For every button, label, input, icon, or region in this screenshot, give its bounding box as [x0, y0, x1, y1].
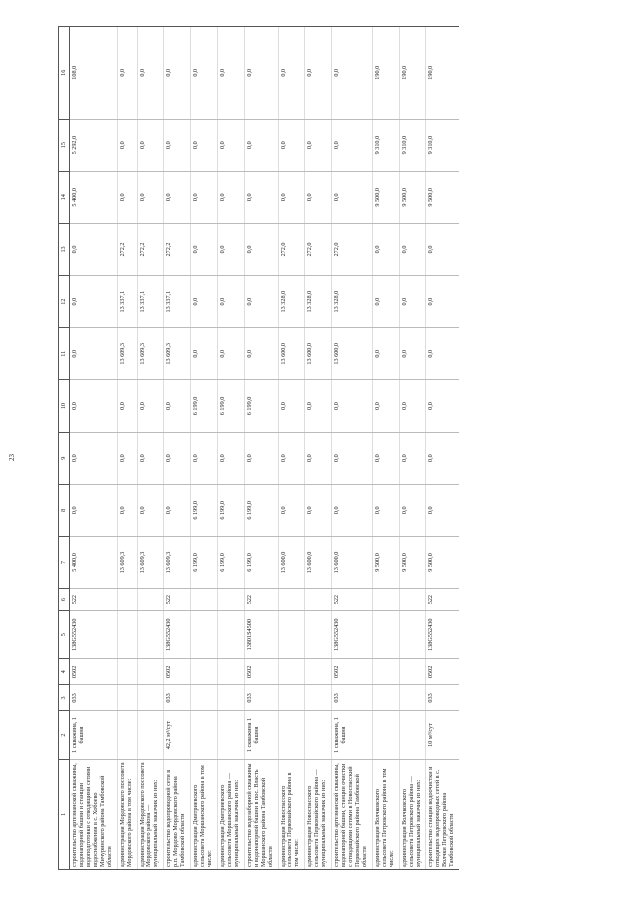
- table-cell: 0,0: [305, 27, 332, 120]
- table-cell: 0,0: [137, 380, 164, 432]
- table-cell: [191, 659, 218, 685]
- table-cell: 0,0: [70, 484, 118, 536]
- table-cell: 0,0: [244, 27, 278, 120]
- table-cell: 138G552430: [164, 611, 191, 659]
- table-cell: 0,0: [117, 432, 137, 484]
- table-row: [164, 27, 191, 870]
- table-cell: 0,0: [244, 119, 278, 171]
- column-header: 11: [59, 328, 70, 380]
- table-cell: 0,0: [164, 380, 191, 432]
- table-cell: 0,0: [70, 328, 118, 380]
- table-row: [372, 27, 399, 870]
- table-cell: 13 337,1: [137, 276, 164, 328]
- table-cell: 0,0: [426, 276, 459, 328]
- table-cell: 13 328,0: [332, 276, 373, 328]
- table-cell: 0,0: [217, 119, 244, 171]
- table-row: [399, 27, 426, 870]
- table-cell: [305, 659, 332, 685]
- table-cell: 6 199,0: [217, 380, 244, 432]
- table-cell: администрация Мордовского поссовета Мордовского района в том числе:: [117, 759, 137, 869]
- table-cell: 9 500,0: [426, 171, 459, 223]
- table-cell: 0,0: [70, 432, 118, 484]
- table-cell: 9 310,0: [372, 119, 399, 171]
- table-cell: [278, 611, 305, 659]
- column-header: 7: [59, 536, 70, 588]
- column-header: 13: [59, 223, 70, 275]
- table-cell: 033: [244, 685, 278, 711]
- table-cell: 0,0: [332, 119, 373, 171]
- column-header: 4: [59, 659, 70, 685]
- table-cell: 0,0: [191, 276, 218, 328]
- table-cell: [305, 611, 332, 659]
- table-cell: 6 199,0: [191, 380, 218, 432]
- table-cell: 13 328,0: [278, 276, 305, 328]
- table-cell: [137, 589, 164, 611]
- table-cell: 0,0: [372, 432, 399, 484]
- table-cell: 13801S4500: [244, 611, 278, 659]
- table-cell: 0,0: [244, 432, 278, 484]
- table-cell: 0,0: [399, 380, 426, 432]
- table-row: [305, 27, 332, 870]
- table-cell: 0,0: [426, 432, 459, 484]
- table-cell: 6 199,0: [244, 484, 278, 536]
- table-cell: 522: [244, 589, 278, 611]
- table-cell: 13 600,0: [278, 328, 305, 380]
- table-cell: 0,0: [191, 432, 218, 484]
- table-cell: администрация Дмитриевского сельсовета Моршанского района в том числе:: [191, 759, 218, 869]
- table-cell: 13 328,0: [305, 276, 332, 328]
- table-cell: [278, 659, 305, 685]
- table-cell: 0,0: [191, 223, 218, 275]
- table-cell: администрация Мордовского поссовета Мордовского района — муниципальный заказчик из них:: [137, 759, 164, 869]
- table-cell: 0,0: [278, 484, 305, 536]
- table-cell: 0,0: [191, 171, 218, 223]
- table-cell: 272,2: [164, 223, 191, 275]
- table-row: [137, 27, 164, 870]
- table-cell: [191, 589, 218, 611]
- column-header: 15: [59, 119, 70, 171]
- table-cell: 522: [164, 589, 191, 611]
- table-cell: 0,0: [332, 171, 373, 223]
- table-cell: 0,0: [305, 119, 332, 171]
- table-cell: 0,0: [137, 171, 164, 223]
- table-cell: 13 609,3: [164, 536, 191, 588]
- table-cell: 0,0: [278, 432, 305, 484]
- table-cell: 13 609,3: [137, 536, 164, 588]
- table-cell: 5 292,0: [70, 119, 118, 171]
- table-cell: 0,0: [70, 276, 118, 328]
- table-cell: 13 600,0: [332, 328, 373, 380]
- table-cell: [191, 611, 218, 659]
- table-cell: 0,0: [426, 484, 459, 536]
- table-cell: [191, 711, 218, 759]
- table-cell: 13 609,3: [117, 328, 137, 380]
- table-row: [426, 27, 459, 870]
- table-cell: [372, 611, 399, 659]
- table-cell: 0,0: [191, 328, 218, 380]
- table-cell: 9 500,0: [399, 536, 426, 588]
- table-cell: 0,0: [332, 484, 373, 536]
- table-cell: строительство станции водоочистки и отводящих водопроводных сетей в с. Волчки Петровского района Тамбовской области: [426, 759, 459, 869]
- table-cell: 0,0: [137, 432, 164, 484]
- table-cell: [117, 589, 137, 611]
- table-cell: 0,0: [278, 27, 305, 120]
- table-cell: [117, 611, 137, 659]
- table-cell: 6 199,0: [244, 380, 278, 432]
- table-row: [191, 27, 218, 870]
- table-cell: 108,0: [70, 27, 118, 120]
- table-cell: 0,0: [137, 27, 164, 120]
- table-cell: [117, 659, 137, 685]
- table-cell: 1 скважина, 1 башня: [332, 711, 373, 759]
- column-header: 3: [59, 685, 70, 711]
- table-cell: 0,0: [372, 380, 399, 432]
- table-cell: 033: [164, 685, 191, 711]
- table-cell: [399, 711, 426, 759]
- table-cell: 0,0: [244, 171, 278, 223]
- table-cell: 272,0: [278, 223, 305, 275]
- table-cell: [137, 685, 164, 711]
- table-cell: администрация Новоспасского сельсовета Первомайского района в том числе:: [278, 759, 305, 869]
- table-row: [244, 27, 278, 870]
- table-row: [117, 27, 137, 870]
- table-cell: 13 609,3: [164, 328, 191, 380]
- table-cell: 9 500,0: [399, 171, 426, 223]
- table-cell: 0,0: [217, 27, 244, 120]
- table-cell: [217, 685, 244, 711]
- table-cell: 522: [426, 589, 459, 611]
- table-cell: 13 600,0: [305, 328, 332, 380]
- table-cell: 0,0: [117, 484, 137, 536]
- table-cell: 0,0: [399, 484, 426, 536]
- table-cell: [399, 589, 426, 611]
- table-cell: 522: [332, 589, 373, 611]
- table-cell: 0,0: [426, 380, 459, 432]
- column-header: 16: [59, 27, 70, 120]
- table-cell: 13 609,3: [117, 536, 137, 588]
- table-cell: 272,0: [305, 223, 332, 275]
- table-row: [278, 27, 305, 870]
- table-cell: 9 310,0: [426, 119, 459, 171]
- table-cell: 0,0: [278, 119, 305, 171]
- table-cell: [117, 711, 137, 759]
- table-cell: 0,0: [278, 171, 305, 223]
- table-cell: 0,0: [217, 432, 244, 484]
- column-header: 6: [59, 589, 70, 611]
- table-cell: 272,2: [117, 223, 137, 275]
- table-cell: [372, 589, 399, 611]
- table-cell: 0502: [426, 659, 459, 685]
- table-cell: 0502: [70, 659, 118, 685]
- table-cell: 0,0: [117, 119, 137, 171]
- table-cell: 1 скважина 1 башня: [244, 711, 278, 759]
- table-cell: [278, 685, 305, 711]
- table-cell: администрация Волчковского сельсовета Петровского района в том числе:: [372, 759, 399, 869]
- header-row: [59, 27, 70, 870]
- table-cell: [305, 589, 332, 611]
- table-cell: 272,2: [137, 223, 164, 275]
- table-cell: администрация Волчковского сельсовета Петровского района — муниципальный заказчик из них:: [399, 759, 426, 869]
- table-cell: 0,0: [117, 27, 137, 120]
- table-cell: 13 609,3: [137, 328, 164, 380]
- table-body: [70, 27, 460, 870]
- table-cell: [191, 685, 218, 711]
- table-cell: 1 скважина, 1 башня: [70, 711, 118, 759]
- table-cell: 0,0: [137, 484, 164, 536]
- column-header: 8: [59, 484, 70, 536]
- table-cell: [117, 685, 137, 711]
- table-cell: 272,0: [332, 223, 373, 275]
- table-cell: 0,0: [191, 119, 218, 171]
- table-cell: 0,0: [217, 328, 244, 380]
- table-cell: 5 400,0: [70, 536, 118, 588]
- table-cell: [305, 685, 332, 711]
- table-cell: [137, 659, 164, 685]
- table-cell: 522: [70, 589, 118, 611]
- column-header: 2: [59, 711, 70, 759]
- table-cell: 0,0: [332, 432, 373, 484]
- table-cell: 0502: [244, 659, 278, 685]
- table-cell: администрация Дмитриевского сельсовета Моршанского района — муниципальный заказчик из них:: [217, 759, 244, 869]
- table-cell: 0,0: [305, 171, 332, 223]
- table-cell: 0,0: [117, 380, 137, 432]
- column-header: 12: [59, 276, 70, 328]
- table-cell: 0,0: [244, 328, 278, 380]
- table-cell: [217, 589, 244, 611]
- table-cell: 6 199,0: [217, 484, 244, 536]
- table-cell: 0,0: [372, 223, 399, 275]
- table-cell: строительство водозаборной скважины и водонапорной башни в пос. Власть Моршанского района Тамбовской области: [244, 759, 278, 869]
- table-cell: 033: [70, 685, 118, 711]
- table-cell: [217, 659, 244, 685]
- table-cell: 0,0: [372, 484, 399, 536]
- table-cell: 6 199,0: [217, 536, 244, 588]
- table-cell: 0502: [332, 659, 373, 685]
- table-row: [332, 27, 373, 870]
- table-cell: 033: [426, 685, 459, 711]
- table-cell: 5 400,0: [70, 171, 118, 223]
- table-cell: 0,0: [164, 27, 191, 120]
- table-cell: строительство артезианской скважины, водонапорной башни и станции водоподготовки с отводящими сетями водоснабжения в с. Хобоево Мичуринского района Тамбовской области: [70, 759, 118, 869]
- table-cell: 9 310,0: [399, 119, 426, 171]
- table-cell: 138G552430: [332, 611, 373, 659]
- table-cell: 42,2 м³/сут: [164, 711, 191, 759]
- table-cell: 190,0: [372, 27, 399, 120]
- column-header: 10: [59, 380, 70, 432]
- table-cell: 13 600,0: [305, 536, 332, 588]
- table-cell: 13 600,0: [332, 536, 373, 588]
- page-number: 23: [8, 454, 16, 461]
- table-cell: 0,0: [244, 276, 278, 328]
- table-cell: 0,0: [426, 223, 459, 275]
- table-cell: 0,0: [278, 380, 305, 432]
- table-cell: 0,0: [399, 328, 426, 380]
- table-cell: 0,0: [372, 328, 399, 380]
- table-cell: 0,0: [164, 484, 191, 536]
- table-cell: 0,0: [164, 432, 191, 484]
- table-cell: 0,0: [164, 171, 191, 223]
- table-cell: 0,0: [426, 328, 459, 380]
- table-cell: 10 м³/сут: [426, 711, 459, 759]
- table-cell: [278, 589, 305, 611]
- table-cell: 0,0: [399, 432, 426, 484]
- table-cell: [217, 611, 244, 659]
- table-cell: 190,0: [426, 27, 459, 120]
- table-row: [70, 27, 118, 870]
- column-header: 1: [59, 759, 70, 869]
- table-cell: 0,0: [244, 223, 278, 275]
- table-cell: 0,0: [191, 27, 218, 120]
- table-cell: 0,0: [305, 432, 332, 484]
- table-cell: 0,0: [399, 276, 426, 328]
- table-cell: [137, 711, 164, 759]
- table-cell: 0502: [164, 659, 191, 685]
- table-cell: [137, 611, 164, 659]
- table-cell: 0,0: [70, 223, 118, 275]
- table-cell: [305, 711, 332, 759]
- table-cell: 0,0: [217, 276, 244, 328]
- budget-table: [58, 26, 459, 870]
- table-row: [217, 27, 244, 870]
- table-cell: 0,0: [217, 223, 244, 275]
- table-cell: 0,0: [305, 380, 332, 432]
- table-cell: [278, 711, 305, 759]
- table-cell: 0,0: [117, 171, 137, 223]
- table-cell: 13 337,1: [117, 276, 137, 328]
- table-cell: 190,0: [399, 27, 426, 120]
- table-cell: 9 500,0: [372, 171, 399, 223]
- table-cell: 6 199,0: [244, 536, 278, 588]
- column-header: 5: [59, 611, 70, 659]
- table-cell: [372, 685, 399, 711]
- table-cell: 138G552430: [426, 611, 459, 659]
- column-header: 14: [59, 171, 70, 223]
- table-cell: 13 337,1: [164, 276, 191, 328]
- table-cell: 6 199,0: [191, 484, 218, 536]
- table-cell: 0,0: [305, 484, 332, 536]
- table-cell: строительство водопроводной сети в р.п. Мордово Мордовского района Тамбовской области: [164, 759, 191, 869]
- table-cell: 0,0: [399, 223, 426, 275]
- table-cell: 0,0: [372, 276, 399, 328]
- table-cell: [399, 659, 426, 685]
- table-cell: 13 600,0: [278, 536, 305, 588]
- table-cell: 033: [332, 685, 373, 711]
- table-cell: 6 199,0: [191, 536, 218, 588]
- table-cell: 9 500,0: [426, 536, 459, 588]
- table-cell: [217, 711, 244, 759]
- table-cell: строительство артезианской скважины, водонапорной башни, станции очистки с отводящими сетями в Новоспасский Первомайского района Тамбовской области: [332, 759, 373, 869]
- table-cell: 0,0: [70, 380, 118, 432]
- table-cell: 0,0: [332, 380, 373, 432]
- table-cell: 9 500,0: [372, 536, 399, 588]
- table-cell: 0,0: [137, 119, 164, 171]
- table-cell: [399, 611, 426, 659]
- table-cell: [372, 659, 399, 685]
- table-cell: администрация Новоспасского сельсовета Первомайского района — муниципальный заказчик из них:: [305, 759, 332, 869]
- table-cell: [372, 711, 399, 759]
- table-cell: 0,0: [332, 27, 373, 120]
- table-cell: 138G552430: [70, 611, 118, 659]
- column-header: 9: [59, 432, 70, 484]
- table-cell: [399, 685, 426, 711]
- table-cell: 0,0: [217, 171, 244, 223]
- table-cell: 0,0: [164, 119, 191, 171]
